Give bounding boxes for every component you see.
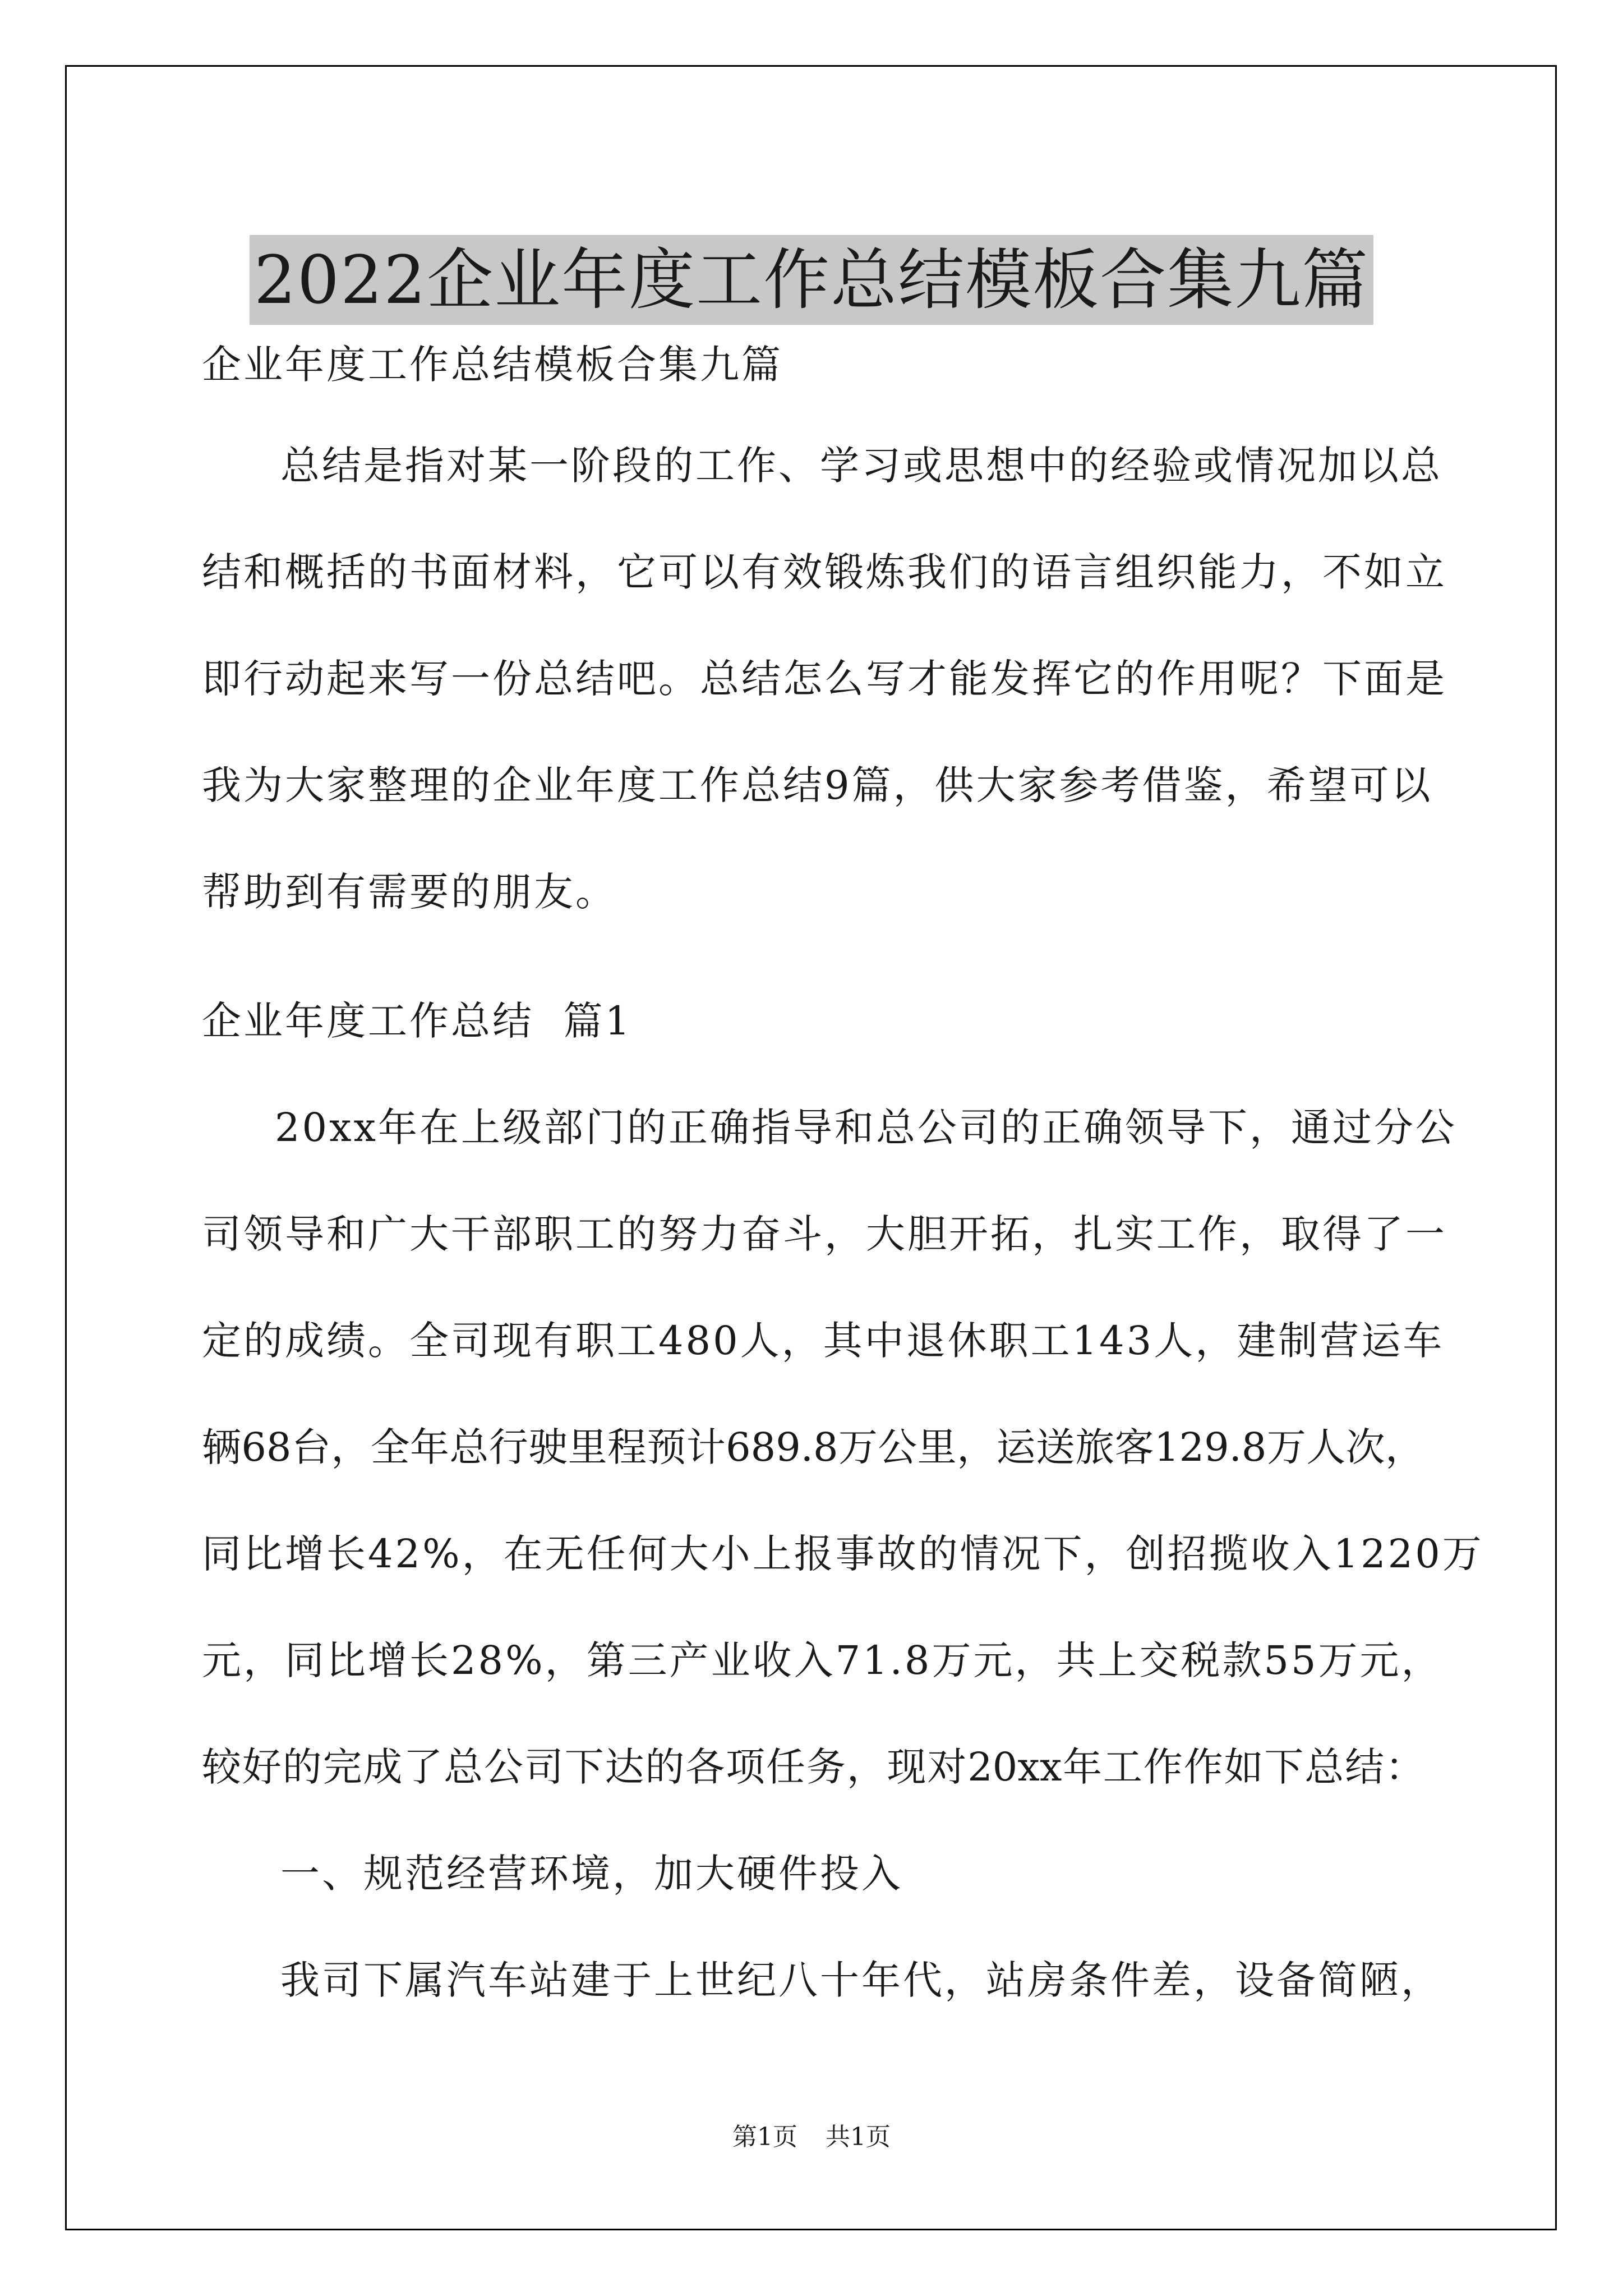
document-title: 2022企业年度工作总结模板合集九篇 [250,235,1373,325]
section-paragraph-line: 较好的完成了总公司下达的各项任务，现对20xx年工作作如下总结： [202,1744,1424,1790]
intro-paragraph-line: 总结是指对某一阶段的工作、学习或思想中的经验或情况加以总 [280,443,1442,489]
section-paragraph-line: 辆68台，全年总行驶里程预计689.8万公里，运送旅客129.8万人次， [202,1424,1424,1470]
intro-paragraph-line: 帮助到有需要的朋友。 [202,869,617,915]
section-paragraph-line: 同比增长42%，在无任何大小上报事故的情况下，创招揽收入1220万 [202,1531,1484,1577]
section-paragraph-line: 定的成绩。全司现有职工480人，其中退休职工143人，建制营运车 [202,1318,1445,1364]
section-paragraph-line: 元，同比增长28%，第三产业收入71.8万元，共上交税款55万元， [202,1637,1443,1683]
subheading: 一、规范经营环境，加大硬件投入 [280,1851,903,1897]
section-paragraph-line: 司领导和广大干部职工的努力奋斗，大胆开拓，扎实工作，取得了一 [202,1211,1447,1257]
page-footer [0,2120,1623,2154]
page-total: 共1页 [826,2123,891,2151]
intro-paragraph-line: 结和概括的书面材料，它可以有效锻炼我们的语言组织能力，不如立 [202,549,1447,595]
page-number: 第1页 [732,2123,797,2151]
section-paragraph-line: 我司下属汽车站建于上世纪八十年代，站房条件差，设备简陋， [280,1957,1442,2003]
intro-paragraph-line: 我为大家整理的企业年度工作总结9篇，供大家参考借鉴，希望可以 [202,762,1433,808]
intro-paragraph-line: 即行动起来写一份总结吧。总结怎么写才能发挥它的作用呢？下面是 [202,656,1447,702]
section-paragraph-line: 20xx年在上级部门的正确指导和总公司的正确领导下，通过分公 [275,1105,1458,1151]
section-heading: 企业年度工作总结 篇1 [202,998,633,1044]
document-subtitle: 企业年度工作总结模板合集九篇 [202,342,783,388]
